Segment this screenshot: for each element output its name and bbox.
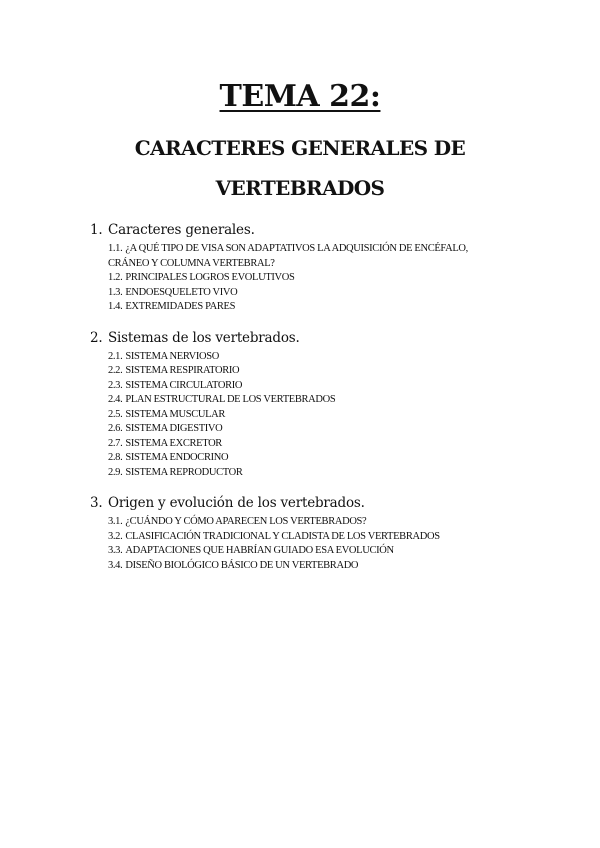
toc-item (108, 286, 560, 301)
toc-item (108, 393, 560, 408)
toc-item-text: EXTREMIDADES PARES (125, 301, 236, 312)
toc-item (108, 408, 560, 423)
toc-section-title: Caracteres generales. (108, 222, 255, 238)
toc-item-text: SISTEMA EXCRETOR (125, 437, 222, 449)
toc-section-heading (90, 494, 560, 512)
toc-item-number: 1.3. (108, 286, 123, 298)
toc-item-number: 3.4. (108, 559, 123, 571)
toc-item-number: 3.1. (108, 516, 123, 527)
toc-item-number: 2.6. (108, 423, 123, 434)
toc-section (90, 221, 560, 315)
toc-item-text: ENDOESQUELETO VIVO (125, 286, 238, 298)
toc-item-text: SISTEMA CIRCULATORIO (125, 379, 243, 391)
toc-section (90, 494, 560, 573)
toc-item-text: ADAPTACIONES QUE HABRÍAN GUIADO ESA EVOLUCIÓN (125, 545, 394, 556)
toc-item-number: 2.2. (108, 365, 123, 376)
toc-item (108, 364, 560, 379)
toc-item-number: 2.9. (108, 466, 123, 478)
toc-item-text: PLAN ESTRUCTURAL DE LOS VERTEBRADOS (125, 394, 336, 405)
toc-item-number: 2.5. (108, 408, 123, 420)
toc-item-text: CRÁNEO Y COLUMNA VERTEBRAL? (108, 257, 275, 269)
toc-item-number: 3.2. (108, 530, 123, 542)
toc-section-title: Origen y evolución de los vertebrados. (108, 495, 365, 511)
table-of-contents (90, 221, 560, 587)
toc-item-number: 2.4. (108, 394, 123, 405)
toc-section (90, 329, 560, 481)
page-subtitle-line-2: VERTEBRADOS (215, 176, 385, 200)
toc-section-number: 2. (90, 329, 103, 346)
toc-item (108, 242, 560, 257)
toc-item-text: SISTEMA RESPIRATORIO (125, 365, 240, 376)
page-title (0, 78, 600, 116)
toc-item-text: CLASIFICACIÓN TRADICIONAL Y CLADISTA DE LOS VERTEBRADOS (125, 530, 440, 542)
page-subtitle-line-1: CARACTERES GENERALES DE (134, 136, 466, 160)
toc-section-heading (90, 221, 560, 239)
toc-item-text: SISTEMA NERVIOSO (125, 350, 219, 362)
toc-item-number: 2.8. (108, 452, 123, 463)
toc-item-number: 1.4. (108, 301, 123, 312)
toc-item-text: SISTEMA MUSCULAR (125, 408, 226, 420)
toc-item-text: SISTEMA REPRODUCTOR (125, 466, 243, 478)
toc-item-continuation (108, 257, 560, 272)
toc-item-text: ¿CUÁNDO Y CÓMO APARECEN LOS VERTEBRADOS? (125, 516, 367, 527)
toc-item-number: 3.3. (108, 545, 123, 556)
toc-item-text: PRINCIPALES LOGROS EVOLUTIVOS (125, 272, 295, 283)
toc-item-number: 1.2. (108, 272, 123, 283)
toc-item-text: SISTEMA ENDOCRINO (125, 452, 229, 463)
toc-item (108, 300, 560, 315)
toc-item-text: DISEÑO BIOLÓGICO BÁSICO DE UN VERTEBRADO (125, 559, 359, 571)
toc-item (108, 530, 560, 545)
toc-item (108, 451, 560, 466)
toc-item-text: ¿A QUÉ TIPO DE VISA SON ADAPTATIVOS LA ADQUISICIÓN DE ENCÉFALO, (125, 243, 468, 254)
toc-item-number: 2.3. (108, 379, 123, 391)
toc-item (108, 350, 560, 365)
toc-item (108, 422, 560, 437)
toc-item (108, 544, 560, 559)
toc-item-list (108, 350, 560, 481)
toc-item (108, 379, 560, 394)
toc-item (108, 271, 560, 286)
toc-item (108, 515, 560, 530)
toc-item-number: 1.1. (108, 243, 123, 254)
toc-item-list (108, 515, 560, 573)
toc-item-number: 2.7. (108, 437, 123, 449)
toc-item-text: SISTEMA DIGESTIVO (125, 423, 223, 434)
toc-item-list (108, 242, 560, 315)
toc-item (108, 559, 560, 574)
toc-section-title: Sistemas de los vertebrados. (108, 329, 300, 346)
toc-item (108, 466, 560, 481)
page-title-text: TEMA 22: (219, 79, 381, 114)
toc-item (108, 437, 560, 452)
toc-item-number: 2.1. (108, 350, 123, 362)
toc-section-number: 3. (90, 495, 103, 511)
toc-section-heading (90, 329, 560, 347)
toc-section-number: 1. (90, 222, 103, 238)
